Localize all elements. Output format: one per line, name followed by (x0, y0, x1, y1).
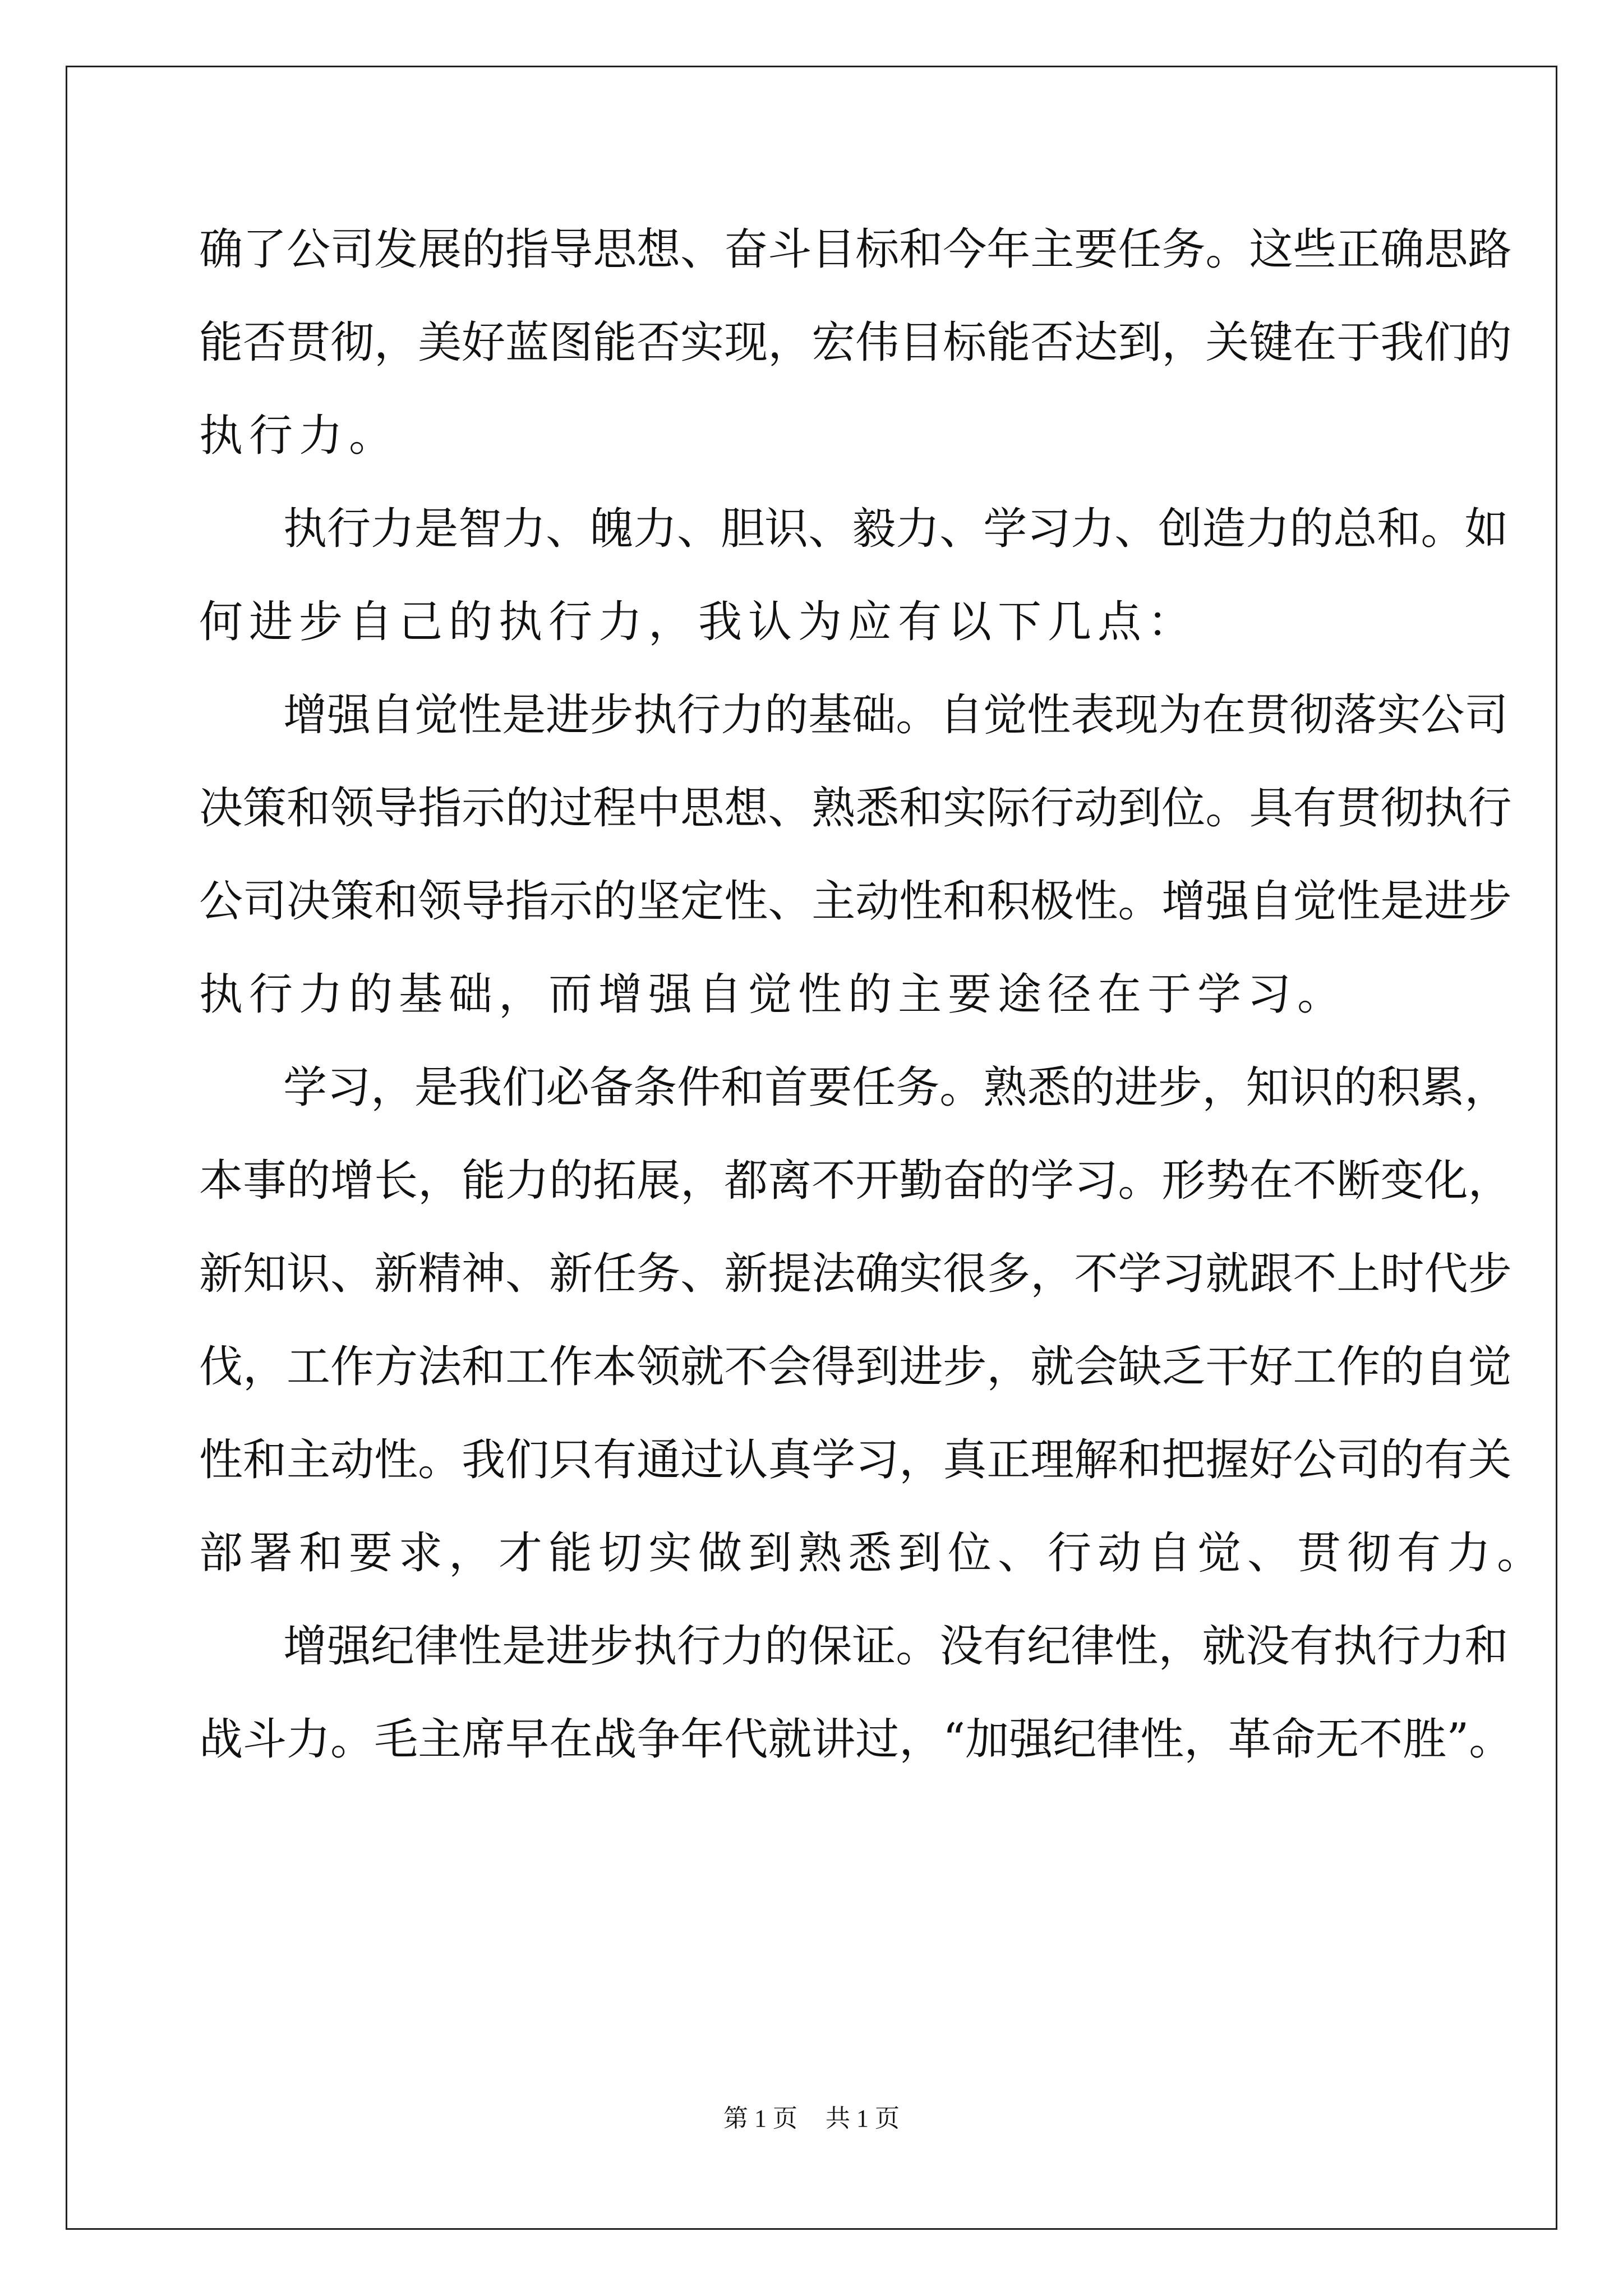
text-line: 学 习 ， 是 我 们 必 备 条 件 和 首 要 任 务 。 熟 悉 的 进 步 ， 知 识 的 积 累 ， (283, 1062, 1509, 1113)
page-number: 第 1 页 (723, 2105, 797, 2132)
document-body (199, 203, 1547, 1786)
text-line: 确 了 公 司 发 展 的 指 导 思 想 、 奋 斗 目 标 和 今 年 主 要 任 务 。 这 些 正 确 思 路 (199, 224, 1512, 275)
text-line: 执 行 力 是 智 力 、 魄 力 、 胆 识 、 毅 力 、 学 习 力 、 创 造 力 的 总 和 。 如 (283, 504, 1509, 554)
text-line: 执行力的基础，而增强自觉性的主要途径在于学习。 (199, 969, 1348, 1020)
text-line: 何进步自己的执行力，我认为应有以下几点： (199, 597, 1198, 647)
text-line: 公 司 决 策 和 领 导 指 示 的 坚 定 性 、 主 动 性 和 积 极 性 。 增 强 自 觉 性 是 进 步 (199, 876, 1512, 927)
text-line: 本 事 的 增 长 ， 能 力 的 拓 展 ， 都 离 不 开 勤 奋 的 学 习 。 形 势 在 不 断 变 化 ， (199, 1156, 1512, 1206)
page-footer (0, 2098, 1623, 2134)
text-line: 能 否 贯 彻 ， 美 好 蓝 图 能 否 实 现 ， 宏 伟 目 标 能 否 达 到 ， 关 键 在 于 我 们 的 (199, 318, 1512, 368)
text-line: 性 和 主 动 性 。 我 们 只 有 通 过 认 真 学 习 ， 真 正 理 解 和 把 握 好 公 司 的 有 关 (199, 1435, 1512, 1485)
text-line: 新 知 识 、 新 精 神 、 新 任 务 、 新 提 法 确 实 很 多 ， 不 学 习 就 跟 不 上 时 代 步 (199, 1249, 1512, 1299)
text-line: 部署和要求，才能切实做到熟悉到位、行动自觉、贯彻有力。 (199, 1528, 1547, 1579)
text-line: 战 斗 力 。 毛 主 席 早 在 战 争 年 代 就 讲 过 ， “ 加 强 纪 律 性 ， 革 命 无 不 胜 ” 。 (199, 1714, 1513, 1765)
text-line: 执行力。 (199, 411, 399, 461)
text-line: 伐 ， 工 作 方 法 和 工 作 本 领 就 不 会 得 到 进 步 ， 就 会 缺 乏 干 好 工 作 的 自 觉 (199, 1342, 1512, 1392)
text-line: 决 策 和 领 导 指 示 的 过 程 中 思 想 、 熟 悉 和 实 际 行 动 到 位 。 具 有 贯 彻 执 行 (199, 783, 1512, 834)
text-line: 增 强 自 觉 性 是 进 步 执 行 力 的 基 础 。 自 觉 性 表 现 为 在 贯 彻 落 实 公 司 (283, 690, 1509, 740)
page-total: 共 1 页 (826, 2105, 900, 2132)
text-line: 增 强 纪 律 性 是 进 步 执 行 力 的 保 证 。 没 有 纪 律 性 ， 就 没 有 执 行 力 和 (283, 1621, 1509, 1672)
